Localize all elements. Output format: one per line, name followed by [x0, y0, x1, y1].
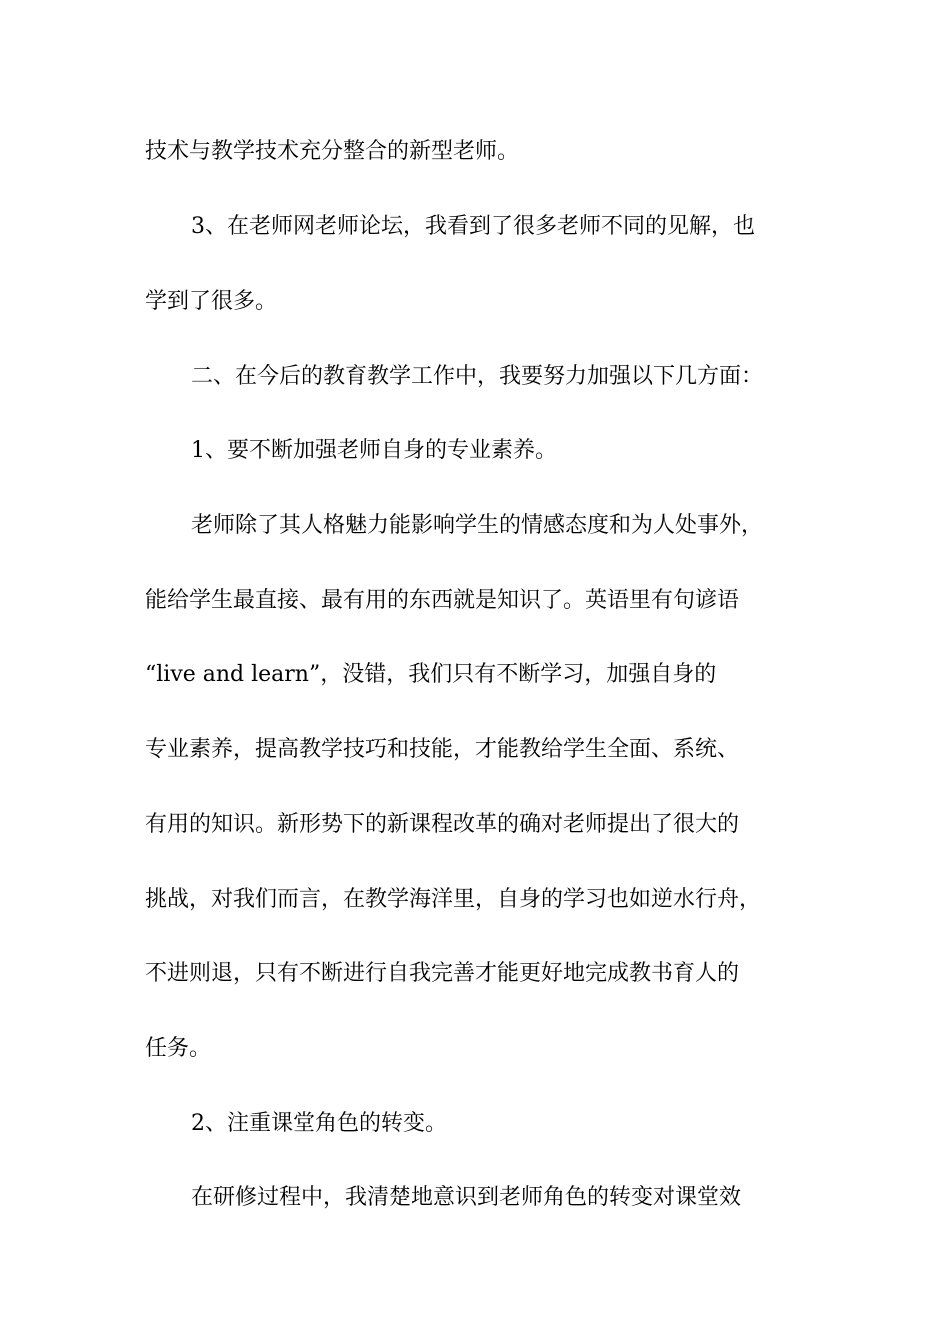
text-line: 不进则退，只有不断进行自我完善才能更好地完成教书育人的 [145, 961, 740, 986]
text-line: “live and learn”，没错，我们只有不断学习，加强自身的 [145, 662, 717, 687]
text-line: 专业素养，提高教学技巧和技能，才能教给学生全面、系统、 [145, 737, 740, 762]
text-line: 老师除了其人格魅力能影响学生的情感态度和为人处事外， [191, 513, 764, 538]
text-line: 在研修过程中，我清楚地意识到老师角色的转变对课堂效 [191, 1185, 742, 1210]
section-heading: 二、在今后的教育教学工作中，我要努力加强以下几方面： [191, 364, 764, 389]
text-line: 2、注重课堂角色的转变。 [191, 1111, 447, 1136]
text-line: 有用的知识。新形势下的新课程改革的确对老师提出了很大的 [145, 812, 740, 837]
text-line: 挑战，对我们而言，在教学海洋里，自身的学习也如逆水行舟， [145, 887, 762, 912]
text-line: 学到了很多。 [145, 289, 278, 314]
text-line: 3、在老师网老师论坛，我看到了很多老师不同的见解，也 [191, 214, 755, 239]
text-line: 任务。 [145, 1036, 212, 1061]
text-line: 1、要不断加强老师自身的专业素养。 [191, 438, 557, 463]
text-line: 能给学生最直接、最有用的东西就是知识了。英语里有句谚语 [145, 588, 740, 613]
text-line: 技术与教学技术充分整合的新型老师。 [145, 139, 520, 164]
